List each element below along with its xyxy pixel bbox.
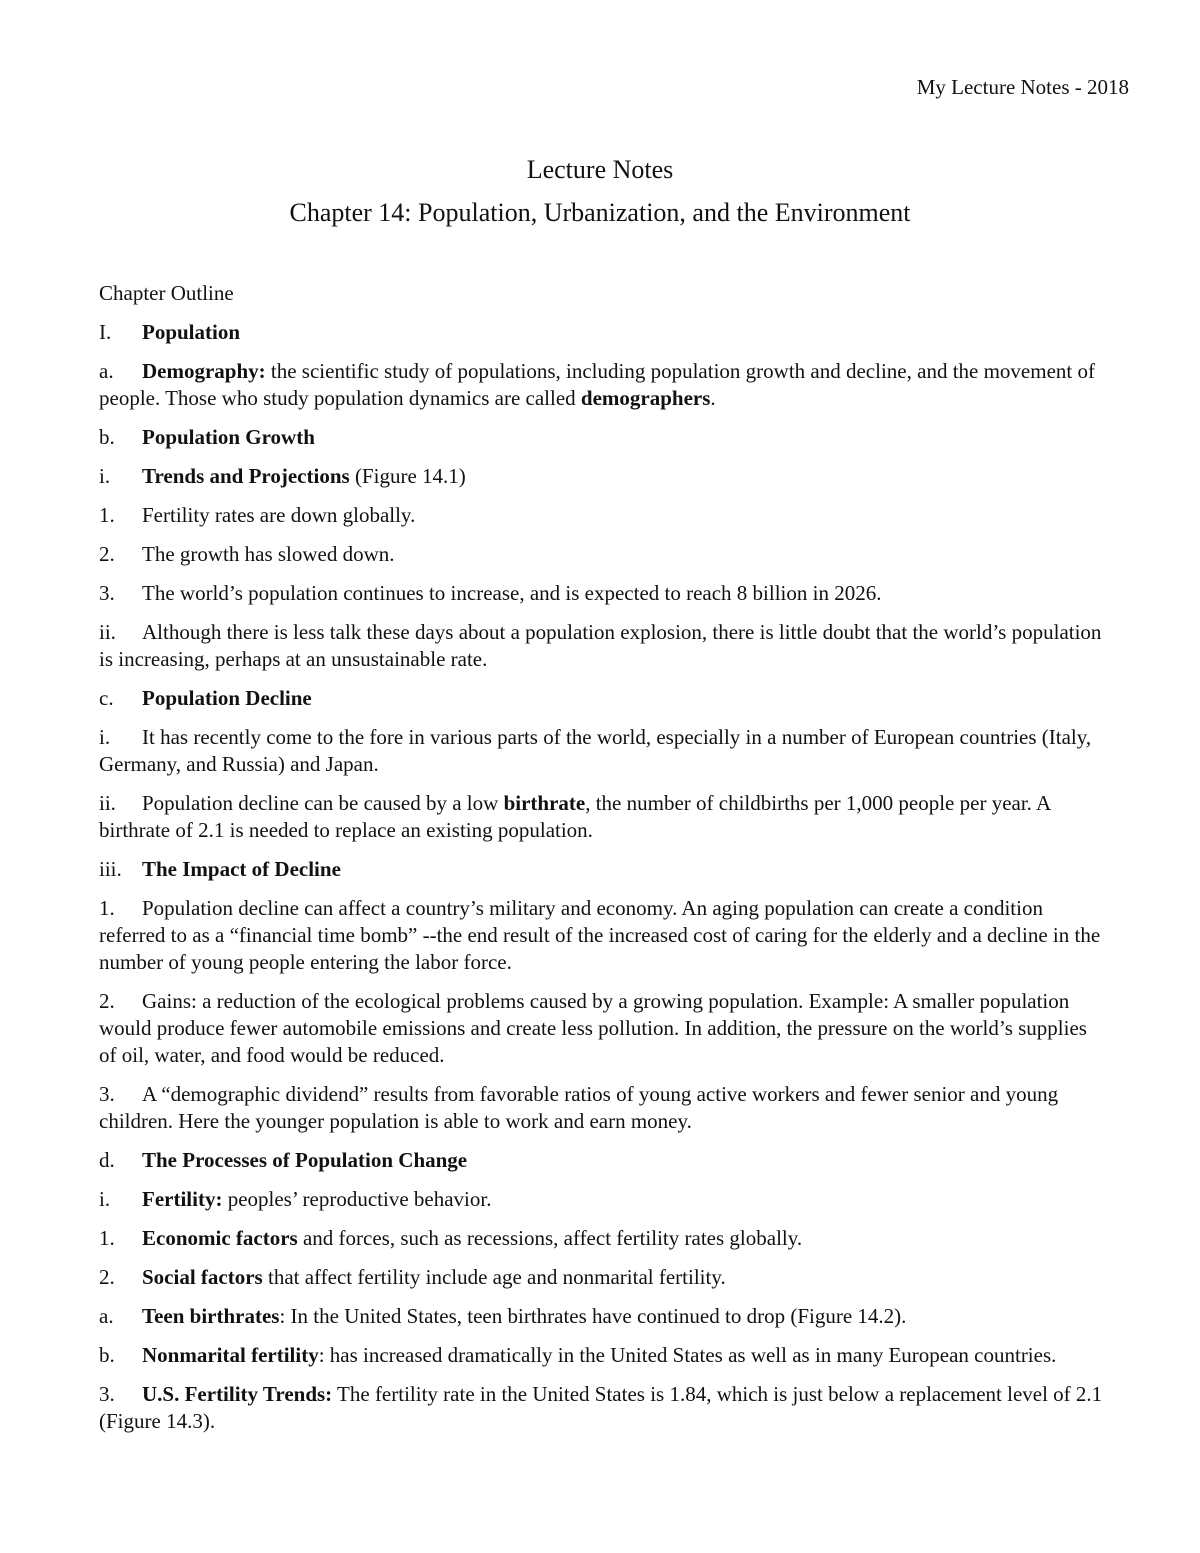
item-text: the scientific study of populations, including population growth and decline, and the movement of people. Those who study population dynamics are called bbox=[99, 359, 1095, 410]
outline-item bbox=[99, 619, 1109, 673]
outline-item bbox=[99, 1225, 1109, 1252]
outline-item bbox=[99, 895, 1109, 976]
item-text: Population decline can be caused by a low bbox=[142, 791, 504, 815]
item-text: (Figure 14.1) bbox=[349, 464, 466, 488]
item-marker: 3. bbox=[99, 581, 115, 605]
outline-item bbox=[99, 790, 1109, 844]
outline-item bbox=[99, 463, 1109, 490]
item-marker: i. bbox=[99, 1187, 111, 1211]
item-text: Gains: a reduction of the ecological problems caused by a growing population. Example: A smaller population would produce fewer automobile emissions and create less pollution. In addition, the pressure on the world’s supplies of oil, water, and food would be reduced. bbox=[99, 989, 1087, 1067]
outline-content bbox=[99, 280, 1109, 1447]
item-text: Although there is less talk these days about a population explosion, there is little doubt that the world’s population is increasing, perhaps at an unsustainable rate. bbox=[99, 620, 1102, 671]
outline-item bbox=[99, 1342, 1109, 1369]
item-text: , the number of childbirths per 1,000 people per year. A birthrate of 2.1 is needed to replace an existing population. bbox=[99, 791, 1051, 842]
item-bold-text: The Impact of Decline bbox=[142, 857, 341, 881]
item-marker: 3. bbox=[99, 1382, 115, 1406]
item-marker: ii. bbox=[99, 620, 116, 644]
item-marker: i. bbox=[99, 464, 111, 488]
outline-item bbox=[99, 358, 1109, 412]
chapter-outline-label: Chapter Outline bbox=[99, 281, 234, 305]
item-text: The fertility rate in the United States is 1.84, which is just below a replacement level of 2.1 (Figure 14.3). bbox=[99, 1382, 1103, 1433]
outline-item bbox=[99, 1264, 1109, 1291]
outline-item bbox=[99, 424, 1109, 451]
item-marker: a. bbox=[99, 359, 114, 383]
item-bold-text: U.S. Fertility Trends: bbox=[142, 1382, 333, 1406]
item-bold-text: Trends and Projections bbox=[142, 464, 350, 488]
item-bold-text: The Processes of Population Change bbox=[142, 1148, 468, 1172]
item-bold-text: Teen birthrates bbox=[142, 1304, 280, 1328]
item-bold-text: demographers bbox=[580, 386, 711, 410]
item-bold-text: Population bbox=[142, 320, 241, 344]
outline-item bbox=[99, 580, 1109, 607]
item-text: : In the United States, teen birthrates have continued to drop (Figure 14.2). bbox=[279, 1304, 907, 1328]
item-bold-text: Social factors bbox=[142, 1265, 263, 1289]
outline-item bbox=[99, 724, 1109, 778]
item-marker: a. bbox=[99, 1304, 114, 1328]
item-text: It has recently come to the fore in various parts of the world, especially in a number of European countries (Italy, Germany, and Russia) and Japan. bbox=[99, 725, 1092, 776]
item-marker: 1. bbox=[99, 1226, 115, 1250]
item-text: : has increased dramatically in the United States as well as in many European countries. bbox=[318, 1343, 1057, 1367]
item-bold-text: Population Growth bbox=[142, 425, 315, 449]
item-marker: c. bbox=[99, 686, 114, 710]
item-text: The world’s population continues to increase, and is expected to reach 8 billion in 2026. bbox=[142, 581, 882, 605]
item-text: peoples’ reproductive behavior. bbox=[222, 1187, 492, 1211]
item-marker: 2. bbox=[99, 989, 115, 1013]
item-text: . bbox=[710, 386, 716, 410]
outline-item bbox=[99, 685, 1109, 712]
item-bold-text: Demography: bbox=[142, 359, 266, 383]
item-bold-text: Fertility: bbox=[142, 1187, 223, 1211]
outline-item bbox=[99, 1381, 1109, 1435]
outline-item bbox=[99, 502, 1109, 529]
item-text: The growth has slowed down. bbox=[142, 542, 395, 566]
item-marker: I. bbox=[99, 320, 112, 344]
item-bold-text: Nonmarital fertility bbox=[142, 1343, 319, 1367]
item-marker: 3. bbox=[99, 1082, 115, 1106]
item-text: that affect fertility include age and nonmarital fertility. bbox=[262, 1265, 726, 1289]
item-bold-text: Economic factors bbox=[142, 1226, 298, 1250]
item-marker: b. bbox=[99, 1343, 115, 1367]
item-marker: b. bbox=[99, 425, 115, 449]
outline-item bbox=[99, 1303, 1109, 1330]
running-header: My Lecture Notes - 2018 bbox=[916, 75, 1129, 99]
item-marker: 1. bbox=[99, 896, 115, 920]
document-title: Lecture Notes bbox=[526, 155, 674, 184]
outline-item bbox=[99, 319, 1109, 346]
outline-item bbox=[99, 1186, 1109, 1213]
item-text: and forces, such as recessions, affect fertility rates globally. bbox=[297, 1226, 803, 1250]
outline-item bbox=[99, 856, 1109, 883]
item-marker: 1. bbox=[99, 503, 115, 527]
item-marker: iii. bbox=[99, 857, 122, 881]
item-marker: d. bbox=[99, 1148, 115, 1172]
document-subtitle: Chapter 14: Population, Urbanization, and the Environment bbox=[289, 198, 911, 227]
item-text: Fertility rates are down globally. bbox=[142, 503, 416, 527]
item-text: Population decline can affect a country’s military and economy. An aging population can create a condition referred to as a “financial time bomb” --the end result of the increased cost of caring for the elderly and a decline in the number of young people entering the labor force. bbox=[99, 896, 1101, 974]
item-marker: 2. bbox=[99, 1265, 115, 1289]
item-marker: 2. bbox=[99, 542, 115, 566]
item-bold-text: birthrate bbox=[503, 791, 586, 815]
item-marker: ii. bbox=[99, 791, 116, 815]
outline-item bbox=[99, 988, 1109, 1069]
outline-item bbox=[99, 1081, 1109, 1135]
outline-item bbox=[99, 1147, 1109, 1174]
item-bold-text: Population Decline bbox=[142, 686, 312, 710]
outline-item bbox=[99, 541, 1109, 568]
item-marker: i. bbox=[99, 725, 111, 749]
title-block bbox=[0, 154, 1200, 229]
item-text: A “demographic dividend” results from favorable ratios of young active workers and fewer senior and young children. Here the younger population is able to work and earn money. bbox=[99, 1082, 1059, 1133]
